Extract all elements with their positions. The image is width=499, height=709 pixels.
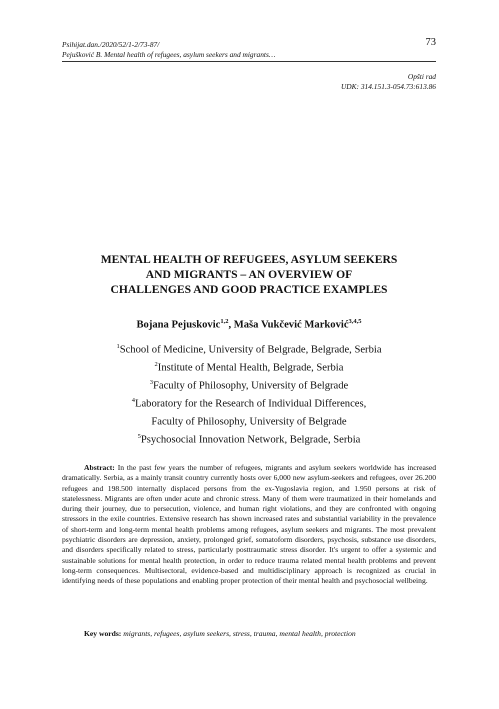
affiliation: Faculty of Philosophy, University of Belgrade [151,416,347,428]
header-divider [62,61,436,62]
author-affiliation-marks: 3,4,5 [348,318,362,325]
page-number: 73 [425,37,436,48]
abstract [62,463,436,587]
running-title: Pejušković B. Mental health of refugees, asylum seekers and migrants… [62,50,276,59]
abstract-label: Abstract: [84,463,115,472]
author-list [62,318,436,331]
title-line: AND MIGRANTS – AN OVERVIEW OF [145,268,353,281]
author-name: Bojana Pejuskovic [136,319,221,331]
journal-citation: Psihijat.dan./2020/52/1-2/73-87/ [62,40,160,49]
title-line: CHALLENGES AND GOOD PRACTICE EXAMPLES [110,283,388,296]
keywords-text: migrants, refugees, asylum seekers, stress, trauma, mental health, protection [123,629,356,638]
author-name: Maša Vukčević Marković [233,319,349,331]
affiliation: $^1$School of Medicine, University of Belgrade, Belgrade, Serbia [116,343,382,356]
author-separator: , [228,319,234,331]
udk-code: UDK: 314.151.3-054.73:613.86 [340,82,436,91]
author-affiliation-marks: 1,2 [220,318,229,325]
affiliation: $^3$Faculty of Philosophy, University of Belgrade [149,378,349,392]
abstract-text: In the past few years the number of refugees, migrants and asylum seekers worldwide has increased dramatically. Serbia, as a mainly transit country currently hosts over 6,000 new asylum-seekers and refugees, over 26.200 refugees and 198.500 internally displaced persons from the ex-Yugoslavia region, and 1.950 persons at risk of statelessness. Migrants are often under acute and chronic stress. Many of them were traumatized in their homelands and during their journey, due to persecution, violence, and human right violations, and they are confronted with ongoing stressors in the exile countries. Extensive research has shown increased rates and substantial variability in the prevalence of short-term and long-term mental health problems among refugees, asylum seekers and migrants. The most prevalent psychiatric disorders are depression, anxiety, prolonged grief, somatoform disorders, psychosis, substance use disorders, and disorders specifically related to stress, particularly posttraumatic stress disorder. It's urgent to offer a systemic and sustainable solutions for mental health protection, in order to reduce trauma related mental health problems and prevent long-term consequences. Multisectoral, evidence-based and multidisciplinary approach is recognized as crucial in identifying needs of these populations and enabling proper protection of their mental health and psychosocial wellbeing. [62,463,436,586]
title-line: MENTAL HEALTH OF REFUGEES, ASYLUM SEEKERS [100,253,398,266]
affiliation-list [62,340,436,448]
keywords-label: Key words: [84,629,122,638]
keywords [84,629,436,638]
article-meta [341,72,436,92]
affiliation: $^2$Institute of Mental Health, Belgrade, Serbia [154,360,344,374]
affiliation: $^4$Laboratory for the Research of Individual Differences, [131,396,367,410]
paper-title [62,252,436,297]
affiliation: $^5$Psychosocial Innovation Network, Belgrade, Serbia [137,432,361,446]
article-type: Opšti rad [407,72,436,81]
running-header [62,37,436,60]
